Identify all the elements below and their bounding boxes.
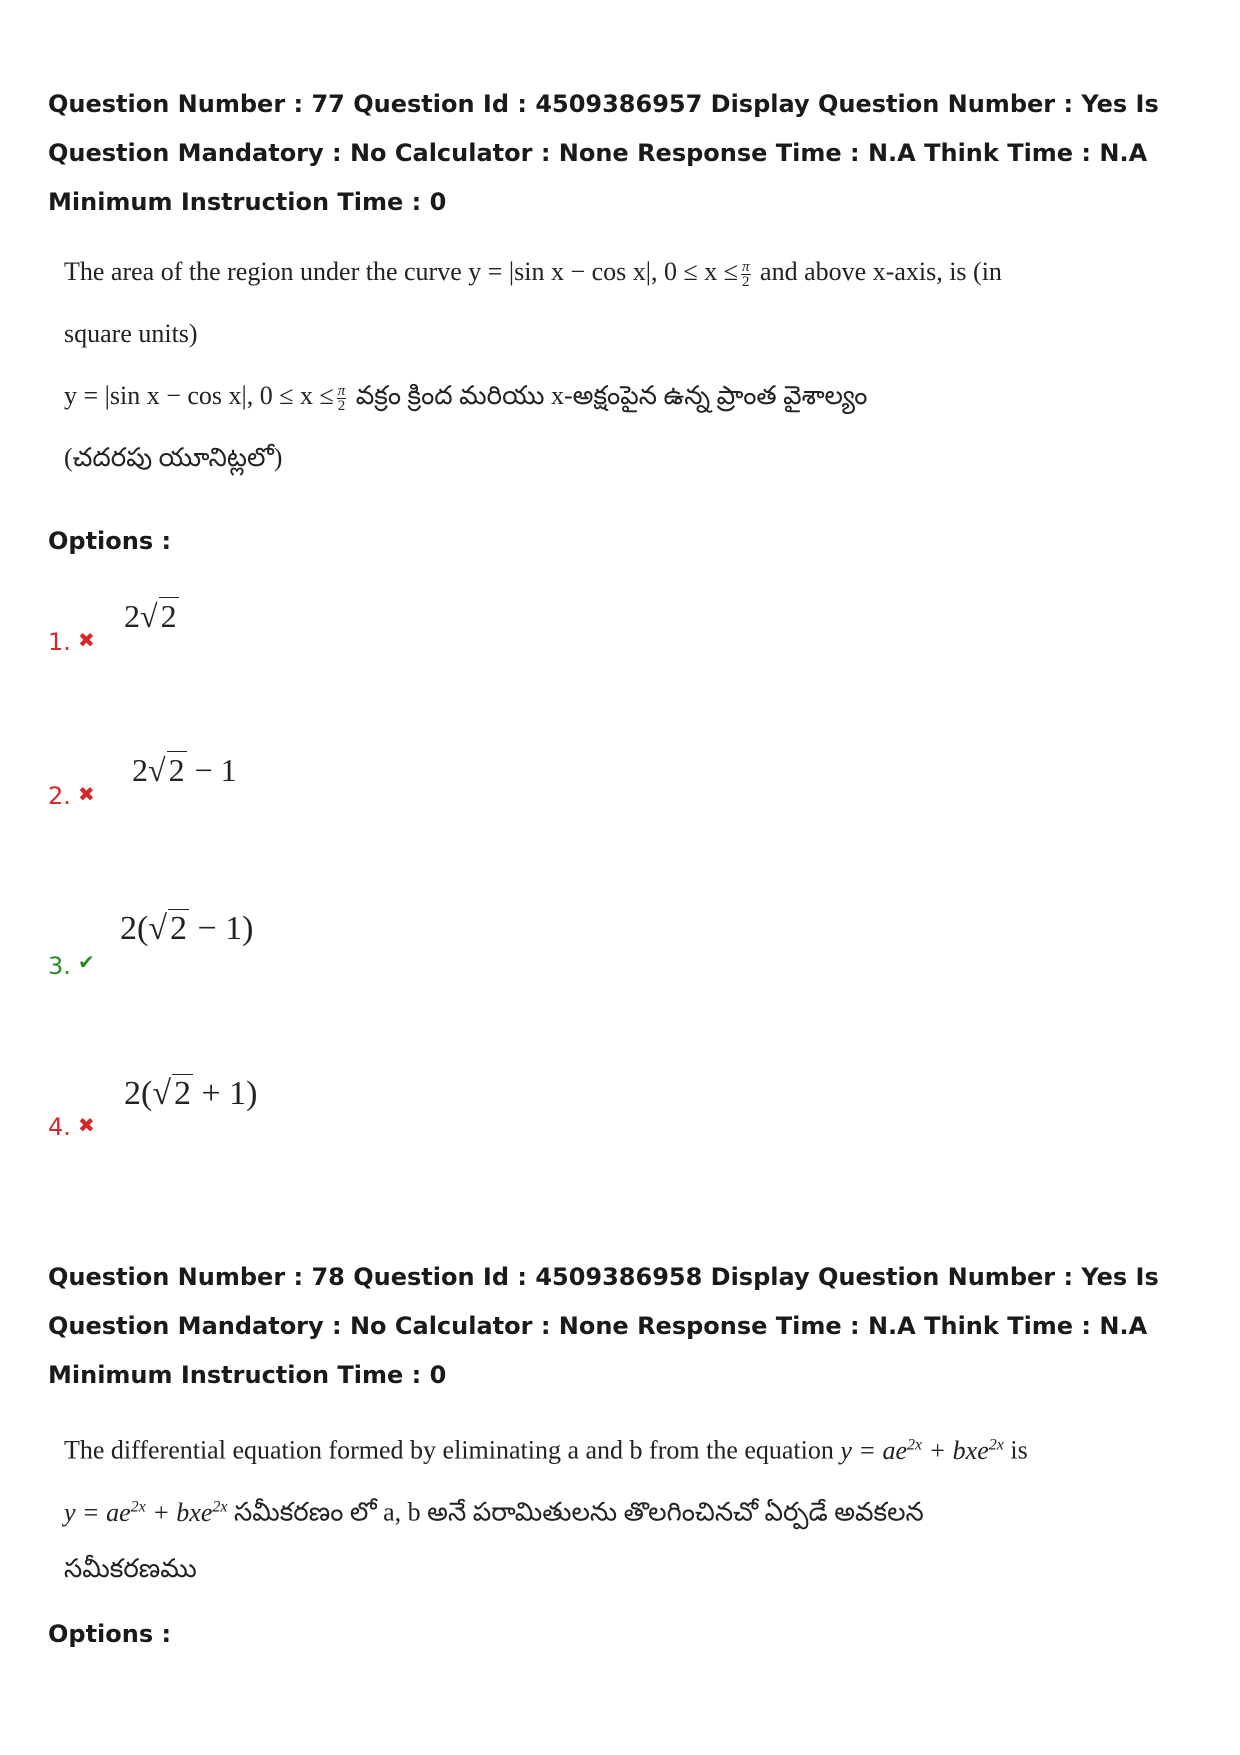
q78-telugu-line-1: $y = ae^{2x} + bxe^{2x}$ సమీకరణం లో a, b అనే పరామితులను తొలగించినచో ఏర్పడే అవకలన bbox=[64, 1497, 924, 1527]
question-77-header: Question Number : 77 Question Id : 4509386957 Display Question Number : Yes Is Question Mandatory : No Calculator : None Response Time : N.A Think Time : N.A Minimum Instruction Time : 0 bbox=[48, 90, 1159, 216]
q77-fraction: $\frac{\pi}{2}$ bbox=[742, 258, 750, 290]
q78-telugu-line-2: సమీకరణము bbox=[64, 1554, 197, 1583]
q77-english-line-2: square units) bbox=[64, 319, 198, 348]
q77-fraction-te: $\frac{\pi}{2}$ bbox=[337, 382, 346, 414]
q77-telugu-line-1: y = |sin x − cos x|, 0 ≤ x ≤ $\frac{\pi}{2}$ వక్రం క్రింద మరియు x-అక్షంపైన ఉన్న ప్రాంత వైశాల్యం bbox=[64, 381, 868, 414]
q77-option-4-expr: 2(√2 + 1) bbox=[124, 1075, 258, 1112]
q77-telugu-line-2: (చదరపు యూనిట్లలో) bbox=[64, 443, 283, 472]
q77-option-1-expr: 2√2 bbox=[124, 598, 177, 634]
wrong-mark-icon: ✖ bbox=[78, 628, 95, 652]
question-77-body bbox=[48, 241, 1208, 489]
question-78 bbox=[48, 1253, 1208, 1600]
wrong-mark-icon: ✖ bbox=[78, 1113, 95, 1137]
q77-option-2-expr: 2√2 − 1 bbox=[132, 752, 237, 788]
question-78-body bbox=[48, 1414, 1208, 1600]
q78-options-label: Options : bbox=[48, 1620, 172, 1648]
q77-english-line-1: The area of the region under the curve y = |sin x − cos x|, 0 ≤ x ≤ $\frac{\pi}{2}$ and above x-axis, is (in bbox=[64, 257, 1002, 290]
q77-option-2: 2. ✖ 2√2 − 1 bbox=[48, 752, 237, 810]
q77-option-3-expr: 2(√2 − 1) bbox=[120, 910, 254, 947]
q77-option-1: 1. ✖ 2√2 bbox=[48, 598, 177, 656]
question-78-header: Question Number : 78 Question Id : 4509386958 Display Question Number : Yes Is Question Mandatory : No Calculator : None Response Time : N.A Think Time : N.A Minimum Instruction Time : 0 bbox=[48, 1263, 1159, 1389]
correct-check-icon: ✔ bbox=[78, 950, 95, 974]
q77-curve-expr: y = |sin x − cos x|, 0 ≤ x ≤ bbox=[468, 257, 739, 286]
q78-english-line-1: The differential equation formed by eliminating a and b from the equation $y = ae^{2x} + bxe^{2x}$ is bbox=[64, 1435, 1028, 1465]
q77-option-4: 4. ✖ 2(√2 + 1) bbox=[48, 1075, 258, 1141]
q77-options-label: Options : bbox=[48, 527, 172, 555]
question-77 bbox=[48, 80, 1208, 489]
wrong-mark-icon: ✖ bbox=[78, 782, 95, 806]
q77-option-3: 3. ✔ 2(√2 − 1) bbox=[48, 910, 254, 980]
